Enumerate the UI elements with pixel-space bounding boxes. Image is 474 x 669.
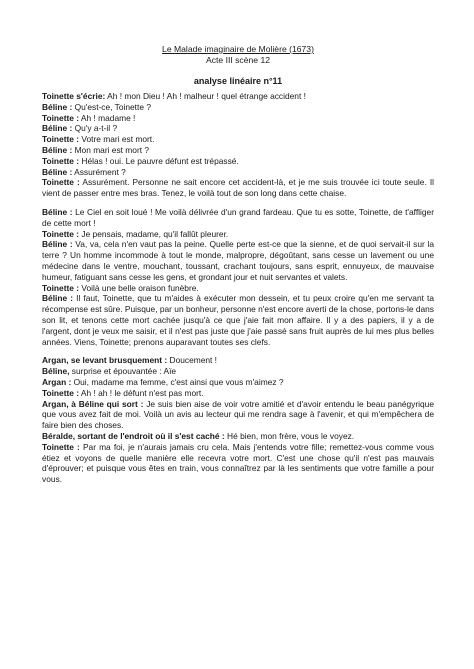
- speaker: Toinette :: [42, 177, 80, 188]
- speaker: Toinette :: [42, 228, 80, 239]
- speaker: Argan :: [42, 376, 72, 387]
- line-text: Qu'est-ce, Toinette ?: [72, 101, 151, 112]
- dialogue-block-1: [42, 91, 434, 199]
- dialogue-line: [42, 399, 434, 431]
- dialogue-line: [42, 431, 434, 442]
- dialogue-line: [42, 91, 434, 102]
- dialogue-block-2: [42, 207, 434, 347]
- line-text: Doucement !: [167, 355, 217, 366]
- line-text: Mon mari est mort ?: [72, 144, 150, 155]
- dialogue-line: [42, 207, 434, 229]
- line-text: Votre mari est mort.: [79, 134, 155, 145]
- speaker: Toinette s'écrie:: [42, 91, 106, 101]
- line-text: Va, va, cela n'en vaut pas la peine. Quelle perte est-ce que la sienne, et de quoi servait-il sur la terre ? Un homme incommode à tout le monde, malpropre, dégoûtant, sans cesse un lavement ou une médecine dans le ventre, mouchant, toussant, crachant toujours, sans esprit, ennuyeux, de mauvaise humeur, fatiguant sans cesse les gens, et grondant jour et nuit servantes et valets.: [42, 239, 434, 282]
- dialogue-line: [42, 366, 434, 377]
- line-text: Ah ! madame !: [79, 112, 136, 123]
- speaker: Béline :: [42, 239, 73, 250]
- line-text: surprise et épouvantée : Aïe: [69, 366, 177, 377]
- line-text: Hé bien, mon frère, vous le voyez.: [224, 430, 355, 441]
- document-header: [42, 44, 434, 66]
- line-text: Qu'y a-t-il ?: [72, 123, 118, 134]
- line-text: Hélas ! oui. Le pauvre défunt est trépassé.: [79, 155, 239, 166]
- line-text: Assurément. Personne ne sait encore cet accident-là, et je me suis trouvée ici toute seule. Il vient de passer entre mes bras. Tenez, le voilà tout de son long dans cette chaise.: [42, 177, 435, 199]
- scene-reference: Acte III scène 12: [205, 55, 270, 65]
- speaker: Béline :: [42, 206, 73, 217]
- speaker: Béline,: [42, 366, 70, 377]
- dialogue-line: [42, 229, 434, 240]
- speaker: Béline :: [42, 166, 73, 177]
- dialogue-block-3: [42, 355, 434, 485]
- speaker: Argan, à Béline qui sort :: [42, 398, 144, 409]
- line-text: Par ma foi, je n'aurais jamais cru cela. Mais j'entends votre fille; remettez-vous comme vous étiez et voyons de quelle manière elle recevra votre mort. C'est une chose qu'il n'est pas mauvais d'éprouver; et puisque vous êtes en train, vous connaîtrez par là les sentiments que votre famille a pour vous.: [42, 441, 434, 485]
- dialogue-line: [42, 134, 434, 145]
- dialogue-line: [42, 283, 434, 294]
- speaker: Béline :: [42, 293, 74, 304]
- speaker: Toinette :: [42, 134, 80, 145]
- line-text: Ah ! ah ! le défunt n'est pas mort.: [79, 387, 204, 398]
- dialogue-line: [42, 102, 434, 113]
- speaker: Toinette :: [42, 112, 80, 123]
- dialogue-line: [42, 293, 434, 347]
- line-text: Il faut, Toinette, que tu m'aides à exécuter mon dessein, et tu peux croire qu'en me servant ta récompense est sûre. Puisque, par un bonheur, personne n'est encore averti de la chose, portons-le dans son lit, et tenons cette mort cachée jusqu'à ce que j'aie fait mon affaire. Il y a des papiers, il y a de l'argent, dont je veux me saisir, et il n'est pas juste que j'aie passé sans fruit auprès de lui mes plus belles années. Viens, Toinette; prenons auparavant toutes ses clefs.: [42, 293, 435, 347]
- line-text: Je suis bien aise de voir votre amitié et d'avoir entendu le beau panégyrique que vous avez fait de moi. Voilà un avis au lecteur qui me rendra sage à l'avenir, et qui m'empêchera de faire bien des choses.: [42, 398, 434, 431]
- speaker: Toinette :: [42, 441, 80, 452]
- speaker: Toinette :: [42, 155, 80, 166]
- dialogue-line: [42, 167, 434, 178]
- line-text: Le Ciel en soit loué ! Me voilà délivrée d'un grand fardeau. Que tu es sotte, Toinette, de t'affliger de cette mort !: [42, 206, 434, 228]
- document-page: [42, 44, 434, 493]
- line-text: Ah ! mon Dieu ! Ah ! malheur ! quel étrange accident !: [105, 91, 306, 101]
- speaker: Béline :: [42, 101, 73, 112]
- dialogue-line: [42, 177, 434, 199]
- speaker: Argan, se levant brusquement :: [42, 355, 168, 366]
- dialogue-line: [42, 377, 434, 388]
- dialogue-line: [42, 388, 434, 399]
- dialogue-line: [42, 113, 434, 124]
- line-text: Je pensais, madame, qu'il fallût pleurer.: [79, 228, 229, 239]
- dialogue-line: [42, 123, 434, 134]
- speaker: Béline :: [42, 123, 73, 134]
- document-title: analyse linéaire n°11: [193, 76, 283, 86]
- speaker: Béralde, sortant de l'endroit où il s'est caché :: [42, 430, 225, 441]
- line-text: Assurément ?: [72, 166, 126, 177]
- dialogue-line: [42, 239, 434, 282]
- speaker: Béline :: [42, 144, 73, 155]
- speaker: Toinette :: [42, 387, 80, 398]
- play-reference: Le Malade imaginaire de Molière (1673): [162, 44, 314, 54]
- line-text: Voilà une belle oraison funèbre.: [79, 282, 199, 293]
- dialogue-line: [42, 145, 434, 156]
- speaker: Toinette :: [42, 282, 80, 293]
- dialogue-line: [42, 442, 434, 485]
- dialogue-line: [42, 156, 434, 167]
- dialogue-line: [42, 355, 434, 366]
- line-text: Oui, madame ma femme, c'est ainsi que vous m'aimez ?: [71, 376, 284, 387]
